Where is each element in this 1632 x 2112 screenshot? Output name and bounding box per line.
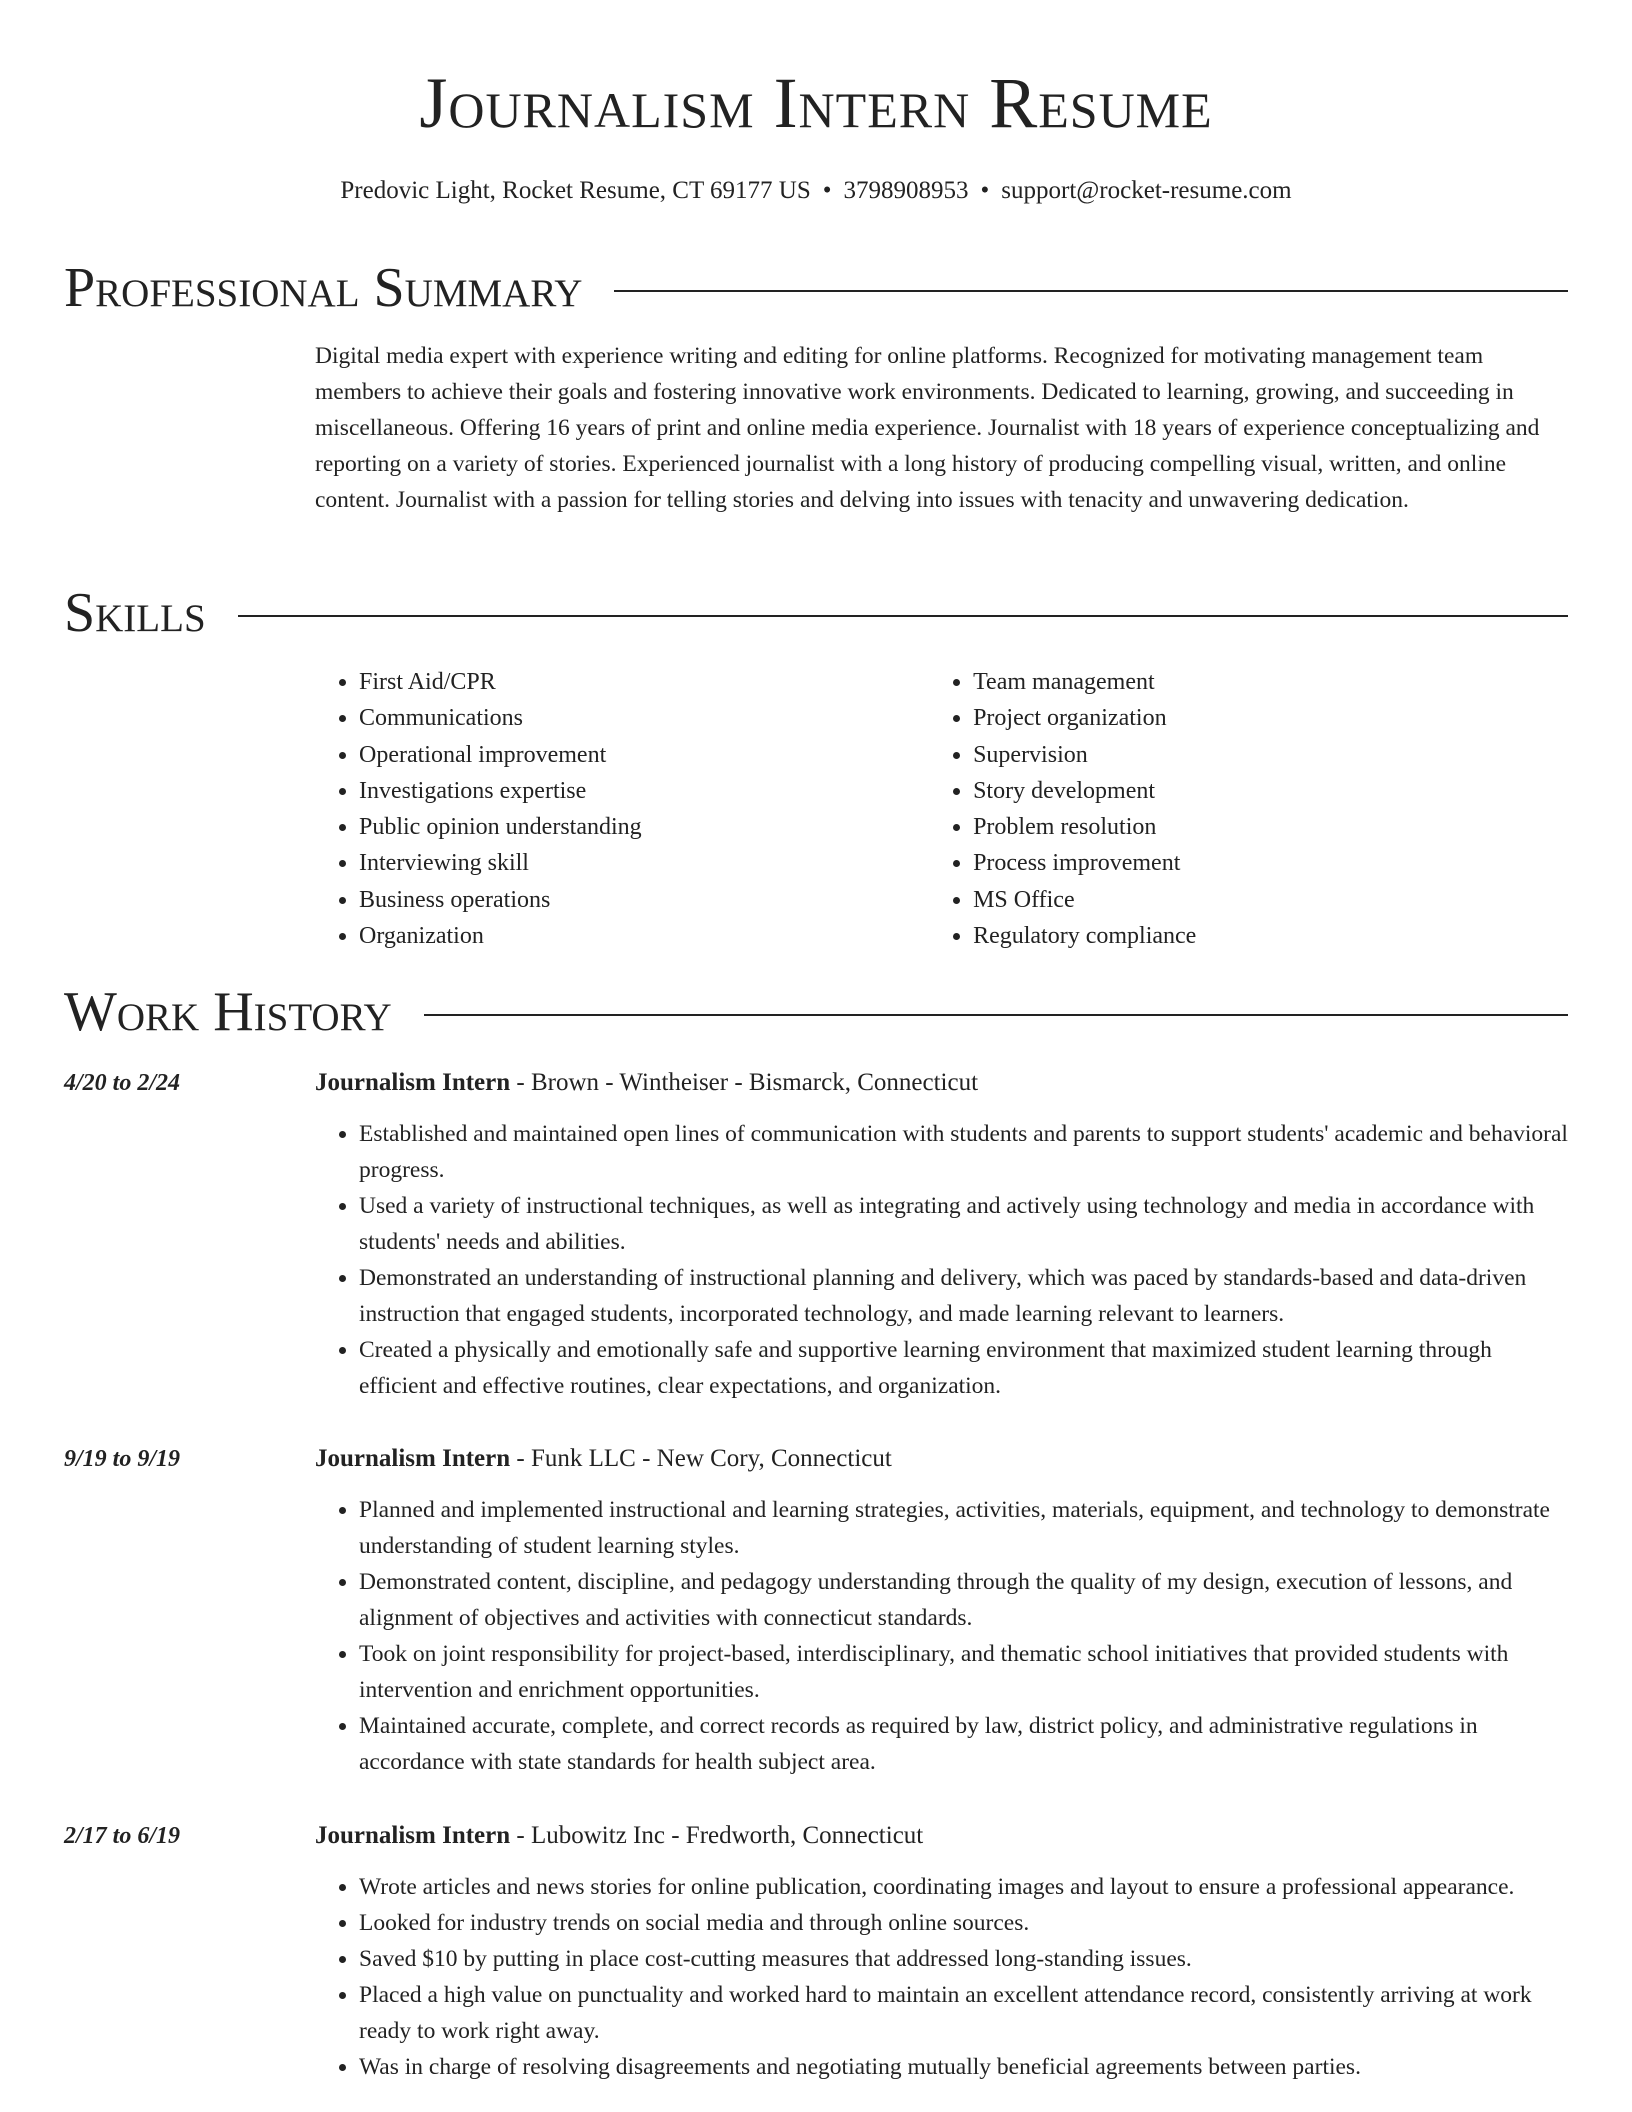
section-title: Work History: [64, 981, 392, 1043]
job-bullet: • Was in charge of resolving disagreements and negotiating mutually beneficial agreements between parties.: [359, 2049, 1570, 2085]
skills-column-left: [315, 664, 929, 954]
job-bullets: [315, 1116, 1570, 1404]
job-bullet: • Established and maintained open lines of communication with students and parents to support students' academic and behavioral progress.: [359, 1116, 1570, 1188]
job-bullet: • Saved $10 by putting in place cost-cutting measures that addressed long-standing issues.: [359, 1941, 1570, 1977]
job-bullet: • Wrote articles and news stories for online publication, coordinating images and layout to ensure a professional appearance.: [359, 1869, 1570, 1905]
skill-item: • Business operations: [359, 882, 929, 918]
contact-line: [0, 174, 1632, 208]
job-title: Journalism Intern: [315, 1445, 511, 1472]
section-divider: [614, 290, 1568, 292]
job-bullet: • Looked for industry trends on social media and through online sources.: [359, 1905, 1570, 1941]
skill-item: • Organization: [359, 918, 929, 954]
job-heading: [315, 1066, 978, 1100]
skill-item: • First Aid/CPR: [359, 664, 929, 700]
section-title: Skills: [64, 582, 206, 644]
job-dates: 4/20 to 2/24: [64, 1070, 181, 1096]
section-header-summary: [64, 256, 1568, 320]
skill-item: • Team management: [973, 664, 1570, 700]
job-title: Journalism Intern: [315, 1822, 511, 1849]
job-bullet: • Planned and implemented instructional and learning strategies, activities, materials, equipment, and technology to demonstrate understanding of student learning styles.: [359, 1492, 1570, 1564]
separator: •: [980, 177, 990, 204]
summary-text: Digital media expert with experience writing and editing for online platforms. Recognized for motivating management team members to achieve their goals and fostering innovative work environments. Dedicated to learning, growing, and succeeding in miscellaneous. Offering 16 years of print and online media experience. Journalist with 18 years of experience conceptualizing and reporting on a variety of stories. Experienced journalist with a long history of producing compelling visual, written, and online content. Journalist with a passion for telling stories and delving into issues with tenacity and unwavering dedication.: [315, 343, 1540, 513]
skill-item: • Public opinion understanding: [359, 809, 929, 845]
skill-item: • MS Office: [973, 882, 1570, 918]
skill-item: • Regulatory compliance: [973, 918, 1570, 954]
job-bullet: • Demonstrated content, discipline, and pedagogy understanding through the quality of my design, execution of lessons, and alignment of objectives and activities with connecticut standards.: [359, 1564, 1570, 1636]
job-company: - Lubowitz Inc - Fredworth, Connecticut: [510, 1822, 924, 1849]
skill-item: • Story development: [973, 773, 1570, 809]
skill-item: • Communications: [359, 700, 929, 736]
skill-item: • Investigations expertise: [359, 773, 929, 809]
job-bullet: • Took on joint responsibility for project-based, interdisciplinary, and thematic school initiatives that provided students with intervention and enrichment opportunities.: [359, 1636, 1570, 1708]
job-heading: [315, 1442, 892, 1476]
email-address: support@rocket-resume.com: [1001, 177, 1292, 204]
job-bullets: [315, 1492, 1570, 1780]
job-dates: 2/17 to 6/19: [64, 1823, 181, 1849]
job-company: - Brown - Wintheiser - Bismarck, Connecticut: [510, 1069, 979, 1096]
section-divider: [424, 1014, 1568, 1016]
skill-item: • Problem resolution: [973, 809, 1570, 845]
job-bullet: • Created a physically and emotionally safe and supportive learning environment that maximized student learning through efficient and effective routines, clear expectations, and organization.: [359, 1332, 1570, 1404]
job-company: - Funk LLC - New Cory, Connecticut: [510, 1445, 892, 1472]
skill-item: • Process improvement: [973, 845, 1570, 881]
skills-list: [315, 664, 1570, 954]
address: Predovic Light, Rocket Resume, CT 69177 US: [340, 177, 811, 204]
skill-item: • Supervision: [973, 737, 1570, 773]
skill-item: • Interviewing skill: [359, 845, 929, 881]
skills-column-right: [929, 664, 1570, 954]
job-title: Journalism Intern: [315, 1069, 511, 1096]
job-bullet: • Used a variety of instructional techniques, as well as integrating and actively using technology and media in accordance with students' needs and abilities.: [359, 1188, 1570, 1260]
section-header-work-history: [64, 980, 1568, 1044]
job-bullet: • Demonstrated an understanding of instructional planning and delivery, which was paced by standards-based and data-driven instruction that engaged students, incorporated technology, and made learning relevant to learners.: [359, 1260, 1570, 1332]
resume-title: Journalism Intern Resume: [419, 63, 1213, 143]
phone-number: 3798908953: [843, 177, 969, 204]
skill-item: • Project organization: [973, 700, 1570, 736]
job-bullets: [315, 1869, 1570, 2085]
job-bullet: • Maintained accurate, complete, and correct records as required by law, district policy, and administrative regulations in accordance with state standards for health subject area.: [359, 1708, 1570, 1780]
separator: •: [822, 177, 832, 204]
skill-item: • Operational improvement: [359, 737, 929, 773]
job-heading: [315, 1819, 923, 1853]
job-dates: 9/19 to 9/19: [64, 1446, 181, 1472]
section-title: Professional Summary: [64, 257, 583, 319]
section-divider: [238, 615, 1568, 617]
job-bullet: • Placed a high value on punctuality and worked hard to maintain an excellent attendance record, consistently arriving at work ready to work right away.: [359, 1977, 1570, 2049]
section-header-skills: [64, 581, 1568, 645]
